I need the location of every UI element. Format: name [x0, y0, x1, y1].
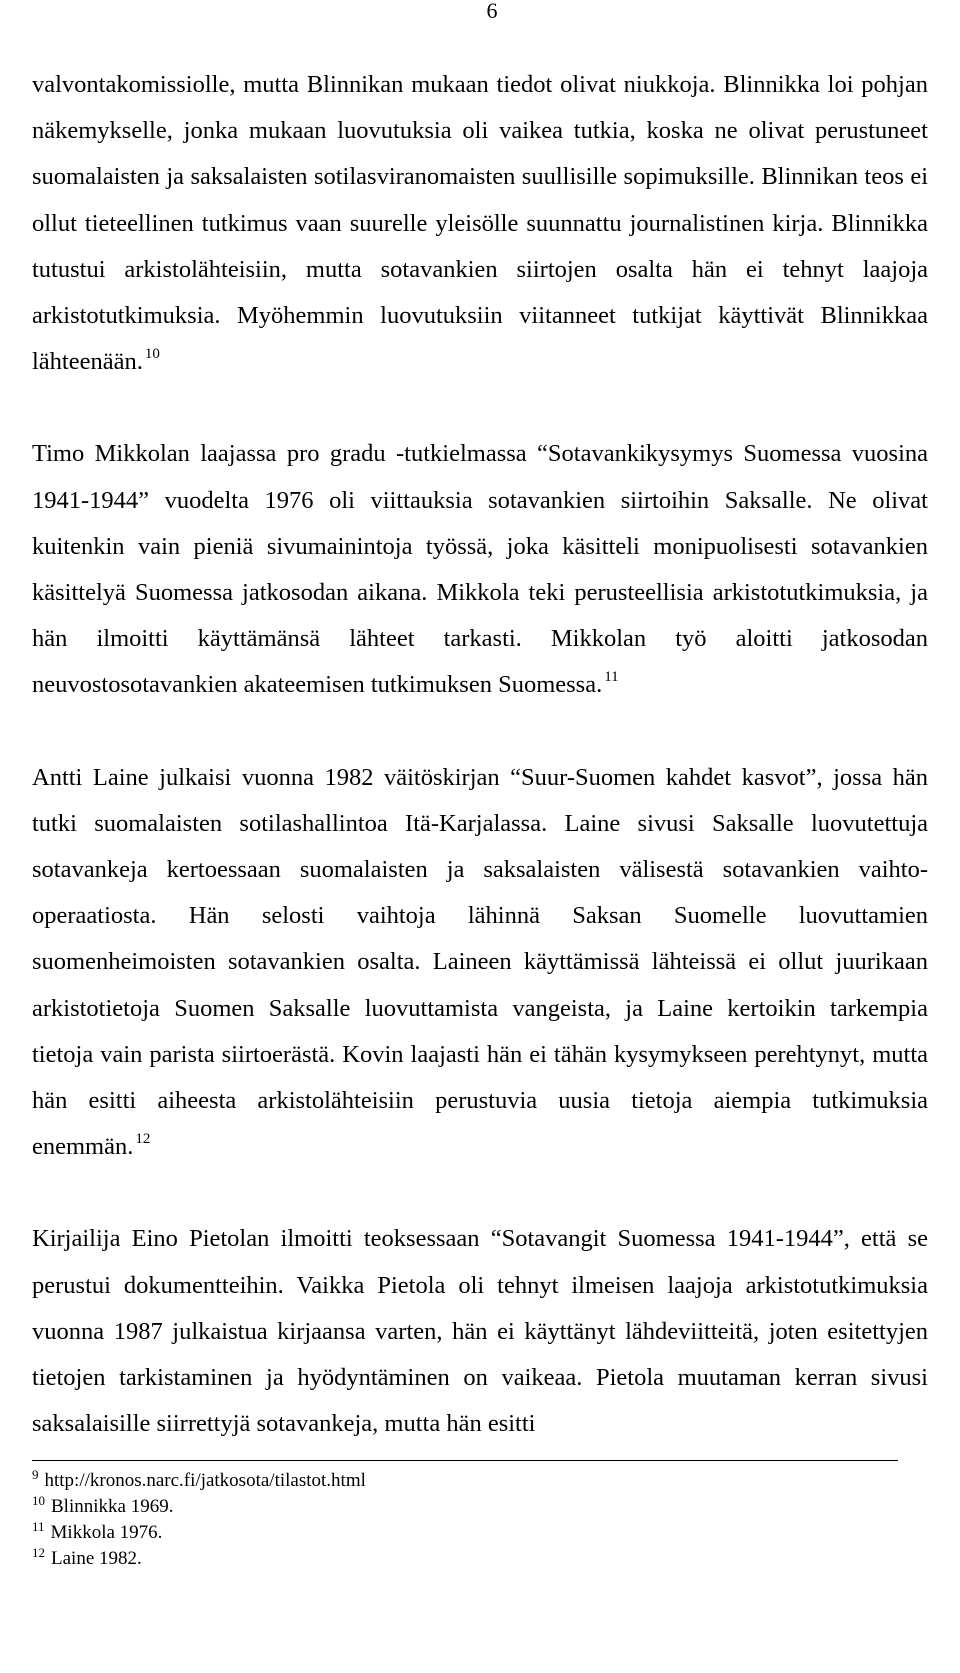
footnote	[32, 1546, 898, 1572]
footnote-number: 11	[32, 1519, 45, 1534]
paragraph-text: valvontakomissiolle, mutta Blinnikan mukaan tiedot olivat niukkoja. Blinnikka loi pohjan näkemykselle, jonka mukaan luovutuksia oli vaikea tutkia, koska ne olivat perustuneet suomalaisten ja saksalaisten sotilasviranomaisten suullisille sopimuksille. Blinnikan teos ei ollut tieteellinen tutkimus vaan suurelle yleisölle suunnattu journalistinen kirja. Blinnikka tutustui arkistolähteisiin, mutta sotavankien siirtojen osalta hän ei tehnyt laajoja arkistotutkimuksia. Myöhemmin luovutuksiin viitanneet tutkijat käyttivät Blinnikkaa lähteenään.	[32, 71, 928, 376]
paragraph-text: Antti Laine julkaisi vuonna 1982 väitöskirjan “Suur-Suomen kahdet kasvot”, jossa hän tutki suomalaisten sotilashallintoa Itä-Karjalassa. Laine sivusi Saksalle luovutettuja sotavankeja kertoessaan suomalaisten ja saksalaisten välisestä sotavankien vaihto-operaatiosta. Hän selosti vaihtoja lähinnä Saksan Suomelle luovuttamien suomenheimoisten sotavankien osalta. Laineen käyttämissä lähteissä ei ollut juurikaan arkistotietoja Suomen Saksalle luovuttamista vangeista, ja Laine kertoikin tarkempia tietoja vain parista siirtoerästä. Kovin laajasti hän ei tähän kysymykseen perehtynyt, mutta hän esitti aiheesta arkistolähteisiin perustuvia uusia tietoja aiempia tutkimuksia enemmän.	[32, 763, 928, 1161]
paragraph-text: Timo Mikkolan laajassa pro gradu -tutkielmassa “Sotavankikysymys Suomessa vuosina 1941-1944” vuodelta 1976 oli viittauksia sotavankien siirtoihin Saksalle. Ne olivat kuitenkin vain pieniä sivumainintoja työssä, joka käsitteli monipuolisesti sotavankien käsittelyä Suomessa jatkosodan aikana. Mikkola teki perusteellisia arkistotutkimuksia, ja hän ilmoitti käyttämänsä lähteet tarkasti. Mikkolan työ aloitti jatkosodan neuvostosotavankien akateemisen tutkimuksen Suomessa.	[32, 440, 928, 699]
footnote-reference[interactable]: 11	[604, 669, 619, 686]
footnote	[32, 1468, 898, 1494]
paragraph	[32, 431, 928, 708]
footnote-reference[interactable]: 12	[135, 1131, 151, 1148]
footnote-text: Blinnikka 1969.	[51, 1496, 174, 1517]
paragraph	[32, 62, 928, 385]
paragraph-text: Kirjailija Eino Pietolan ilmoitti teoksessaan “Sotavangit Suomessa 1941-1944”, että se perustui dokumentteihin. Vaikka Pietola oli tehnyt ilmeisen laajoja arkistotutkimuksia vuonna 1987 julkaistua kirjaansa varten, hän ei käyttänyt lähdeviitteitä, joten esitettyjen tietojen tarkistaminen ja hyödyntäminen on vaikeaa. Pietola muutaman kerran sivusi saksalaisille siirrettyjä sotavankeja, mutta hän esitti	[32, 1225, 928, 1438]
main-text	[32, 62, 928, 1447]
footnote-number: 9	[32, 1467, 39, 1482]
footnote-number: 12	[32, 1545, 45, 1560]
paragraph	[32, 1216, 928, 1447]
footnote-separator	[32, 1460, 898, 1461]
footnotes	[32, 1468, 898, 1572]
footnote-number: 10	[32, 1493, 45, 1508]
footnote-reference[interactable]: 10	[144, 346, 160, 363]
footnote	[32, 1494, 898, 1520]
paragraph	[32, 755, 928, 1171]
footnote-link[interactable]: http://kronos.narc.fi/jatkosota/tilastot.html	[44, 1470, 366, 1491]
page-number: 6	[486, 0, 498, 23]
footnote-text: Mikkola 1976.	[50, 1522, 163, 1543]
footnote	[32, 1520, 898, 1546]
footnote-text: Laine 1982.	[51, 1548, 142, 1569]
